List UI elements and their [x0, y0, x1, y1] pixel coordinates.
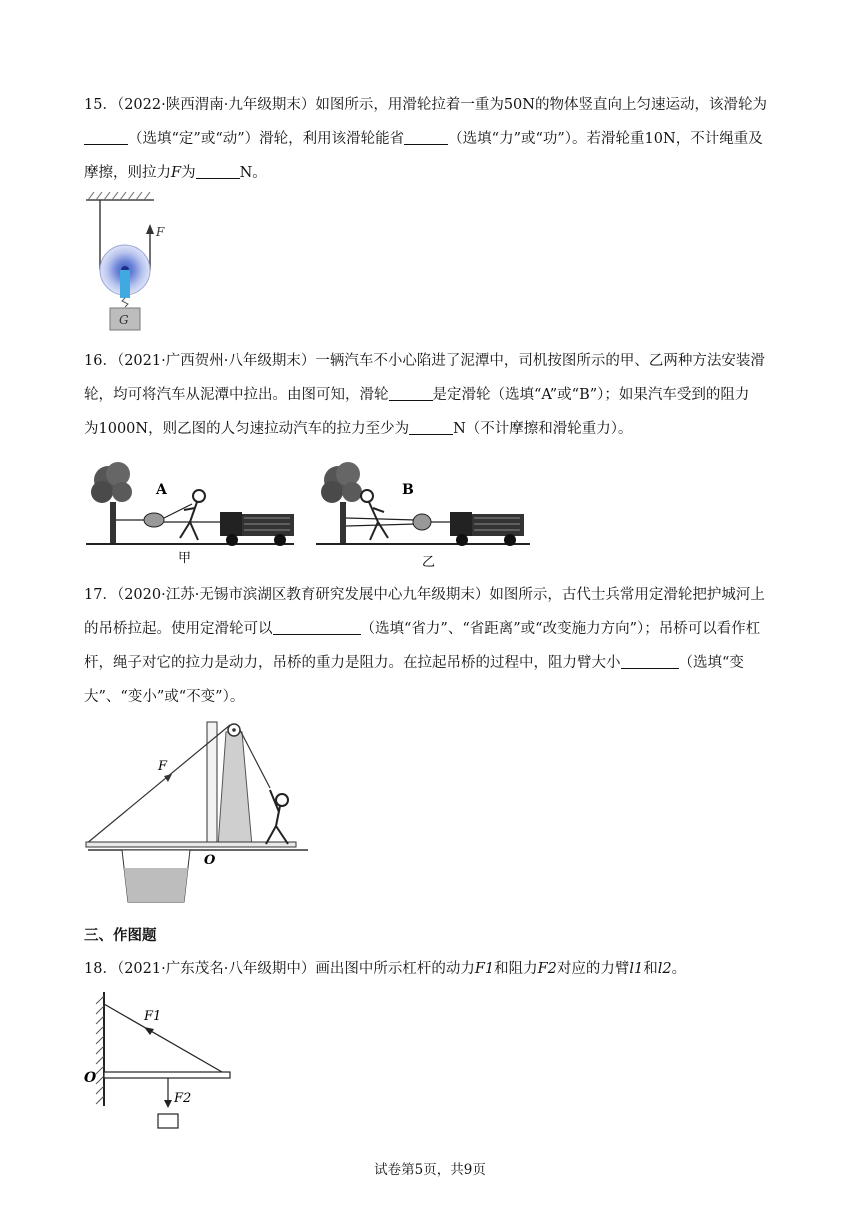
rope: [346, 518, 416, 520]
question-text: 杆，绳子对它的拉力是动力，吊桥的重力是阻力。在拉起吊桥的过程中，阻力臂大小: [84, 655, 621, 671]
caption-jia: 甲: [178, 551, 192, 566]
force-arrow: [146, 224, 154, 234]
question-text: 是定滑轮（选填“A”或“B”）；如果汽车受到的阻力: [432, 387, 750, 403]
tower: [218, 732, 252, 846]
question-15: [84, 88, 784, 190]
question-source: （2020·江苏·无锡市滨湖区教育研究发展中心九年级期末）: [116, 587, 490, 603]
question-16: [84, 344, 784, 446]
question-text: （选填“定”或“动”）滑轮，利用该滑轮能省: [128, 131, 405, 147]
f1-arrow: [144, 1027, 154, 1035]
question-text: 和: [643, 961, 658, 977]
question-number: 16．: [84, 353, 117, 369]
section-title: 三、作图题: [84, 927, 157, 944]
answer-blank[interactable]: [196, 160, 240, 179]
label-f: F: [156, 225, 165, 239]
question-text: 摩擦，则拉力: [84, 165, 171, 181]
question-source: （2022·陕西渭南·九年级期末）: [116, 97, 316, 113]
bridge: [86, 842, 296, 847]
question-18: [84, 952, 784, 986]
truck: [220, 512, 294, 546]
moat-water: [124, 868, 188, 902]
wall-hatching: [96, 996, 104, 1104]
tree: [91, 462, 132, 544]
panel-yi: [316, 462, 530, 570]
question-text: 大”、“变小”或“不变”）。: [84, 689, 245, 705]
q17-drawbridge-figure: [84, 718, 314, 908]
pulley-b: [413, 514, 431, 530]
page-footer: 试卷第5页，共9页: [374, 1162, 486, 1178]
q15-pulley-figure: [84, 190, 194, 335]
q16-truck-figure: [84, 452, 544, 570]
soldier: [266, 790, 288, 844]
question-text: 的吊桥拉起。使用定滑轮可以: [84, 621, 273, 637]
question-number: 15．: [84, 97, 117, 113]
rope: [164, 504, 192, 518]
rope-f1: [104, 1004, 222, 1072]
q16-line-1: [84, 344, 784, 378]
answer-blank[interactable]: [409, 416, 453, 435]
label-f1: F1: [144, 1009, 162, 1024]
pulley-a: [144, 513, 164, 527]
panel-jia: [86, 462, 294, 566]
answer-blank[interactable]: [621, 650, 679, 669]
label-a: A: [156, 482, 167, 498]
label-o: O: [204, 853, 216, 868]
question-text: 如图所示，用滑轮拉着一重为50N的物体竖直向上匀速运动，该滑轮为: [315, 97, 767, 113]
variable-l2: l2: [657, 961, 672, 977]
question-text: （选填“变: [678, 655, 744, 671]
variable-f2: F2: [537, 961, 557, 977]
person: [361, 490, 388, 540]
question-source: （2021·广东茂名·八年级期中）: [116, 961, 316, 977]
q18-lever-figure: [82, 990, 242, 1135]
q15-line-2: [84, 122, 784, 156]
q16-line-3: [84, 412, 784, 446]
pulley-axle: [232, 728, 236, 732]
question-number: 18．: [84, 961, 117, 977]
question-text: N（不计摩擦和滑轮重力）。: [453, 421, 633, 437]
variable-l1: l1: [629, 961, 644, 977]
pulley-hook: [120, 270, 130, 298]
question-text: （选填“力”或“功”）。若滑轮重10N，不计绳重及: [448, 131, 763, 147]
q17-line-3: [84, 646, 784, 680]
q17-line-1: [84, 578, 784, 612]
label-g: G: [119, 313, 129, 327]
chain: [122, 298, 128, 307]
ceiling: [86, 192, 154, 200]
label-f: F: [158, 759, 168, 774]
question-text: 一辆汽车不小心陷进了泥潭中，司机按图所示的甲、乙两种方法安装滑: [315, 353, 765, 369]
truck: [450, 512, 524, 546]
label-b: B: [402, 482, 414, 498]
question-text: 。: [671, 961, 687, 977]
q16-line-2: [84, 378, 784, 412]
question-text: 画出图中所示杠杆的动力: [315, 961, 475, 977]
question-number: 17．: [84, 587, 117, 603]
question-source: （2021·广西贺州·八年级期末）: [116, 353, 316, 369]
q18-line-1: [84, 952, 784, 986]
label-o: O: [84, 1070, 97, 1086]
answer-blank[interactable]: [273, 616, 361, 635]
lever: [104, 1072, 230, 1078]
question-17: [84, 578, 784, 714]
question-text: 如图所示，古代士兵常用定滑轮把护城河上: [489, 587, 765, 603]
question-text: N。: [239, 165, 267, 181]
question-text: 为: [181, 165, 196, 181]
f2-arrow: [164, 1100, 172, 1108]
tree: [321, 462, 362, 544]
person: [180, 490, 205, 540]
q17-line-2: [84, 612, 784, 646]
q17-line-4: [84, 680, 784, 714]
question-text: （选填“省力”、“省距离”或“改变施力方向”）；吊桥可以看作杠: [360, 621, 761, 637]
question-text: 和阻力: [494, 961, 538, 977]
label-f2: F2: [174, 1091, 192, 1106]
weight-box: [158, 1114, 178, 1128]
caption-yi: 乙: [422, 555, 436, 570]
variable-f1: F1: [474, 961, 495, 977]
answer-blank[interactable]: [404, 126, 448, 145]
answer-blank[interactable]: [84, 126, 128, 145]
variable-f: F: [171, 165, 182, 181]
question-text: 轮，均可将汽车从泥潭中拉出。由图可知，滑轮: [84, 387, 389, 403]
q15-line-3: [84, 156, 784, 190]
q15-line-1: [84, 88, 784, 122]
answer-blank[interactable]: [389, 382, 433, 401]
question-text: 为1000N，则乙图的人匀速拉动汽车的拉力至少为: [84, 421, 410, 437]
question-text: 对应的力臂: [556, 961, 630, 977]
